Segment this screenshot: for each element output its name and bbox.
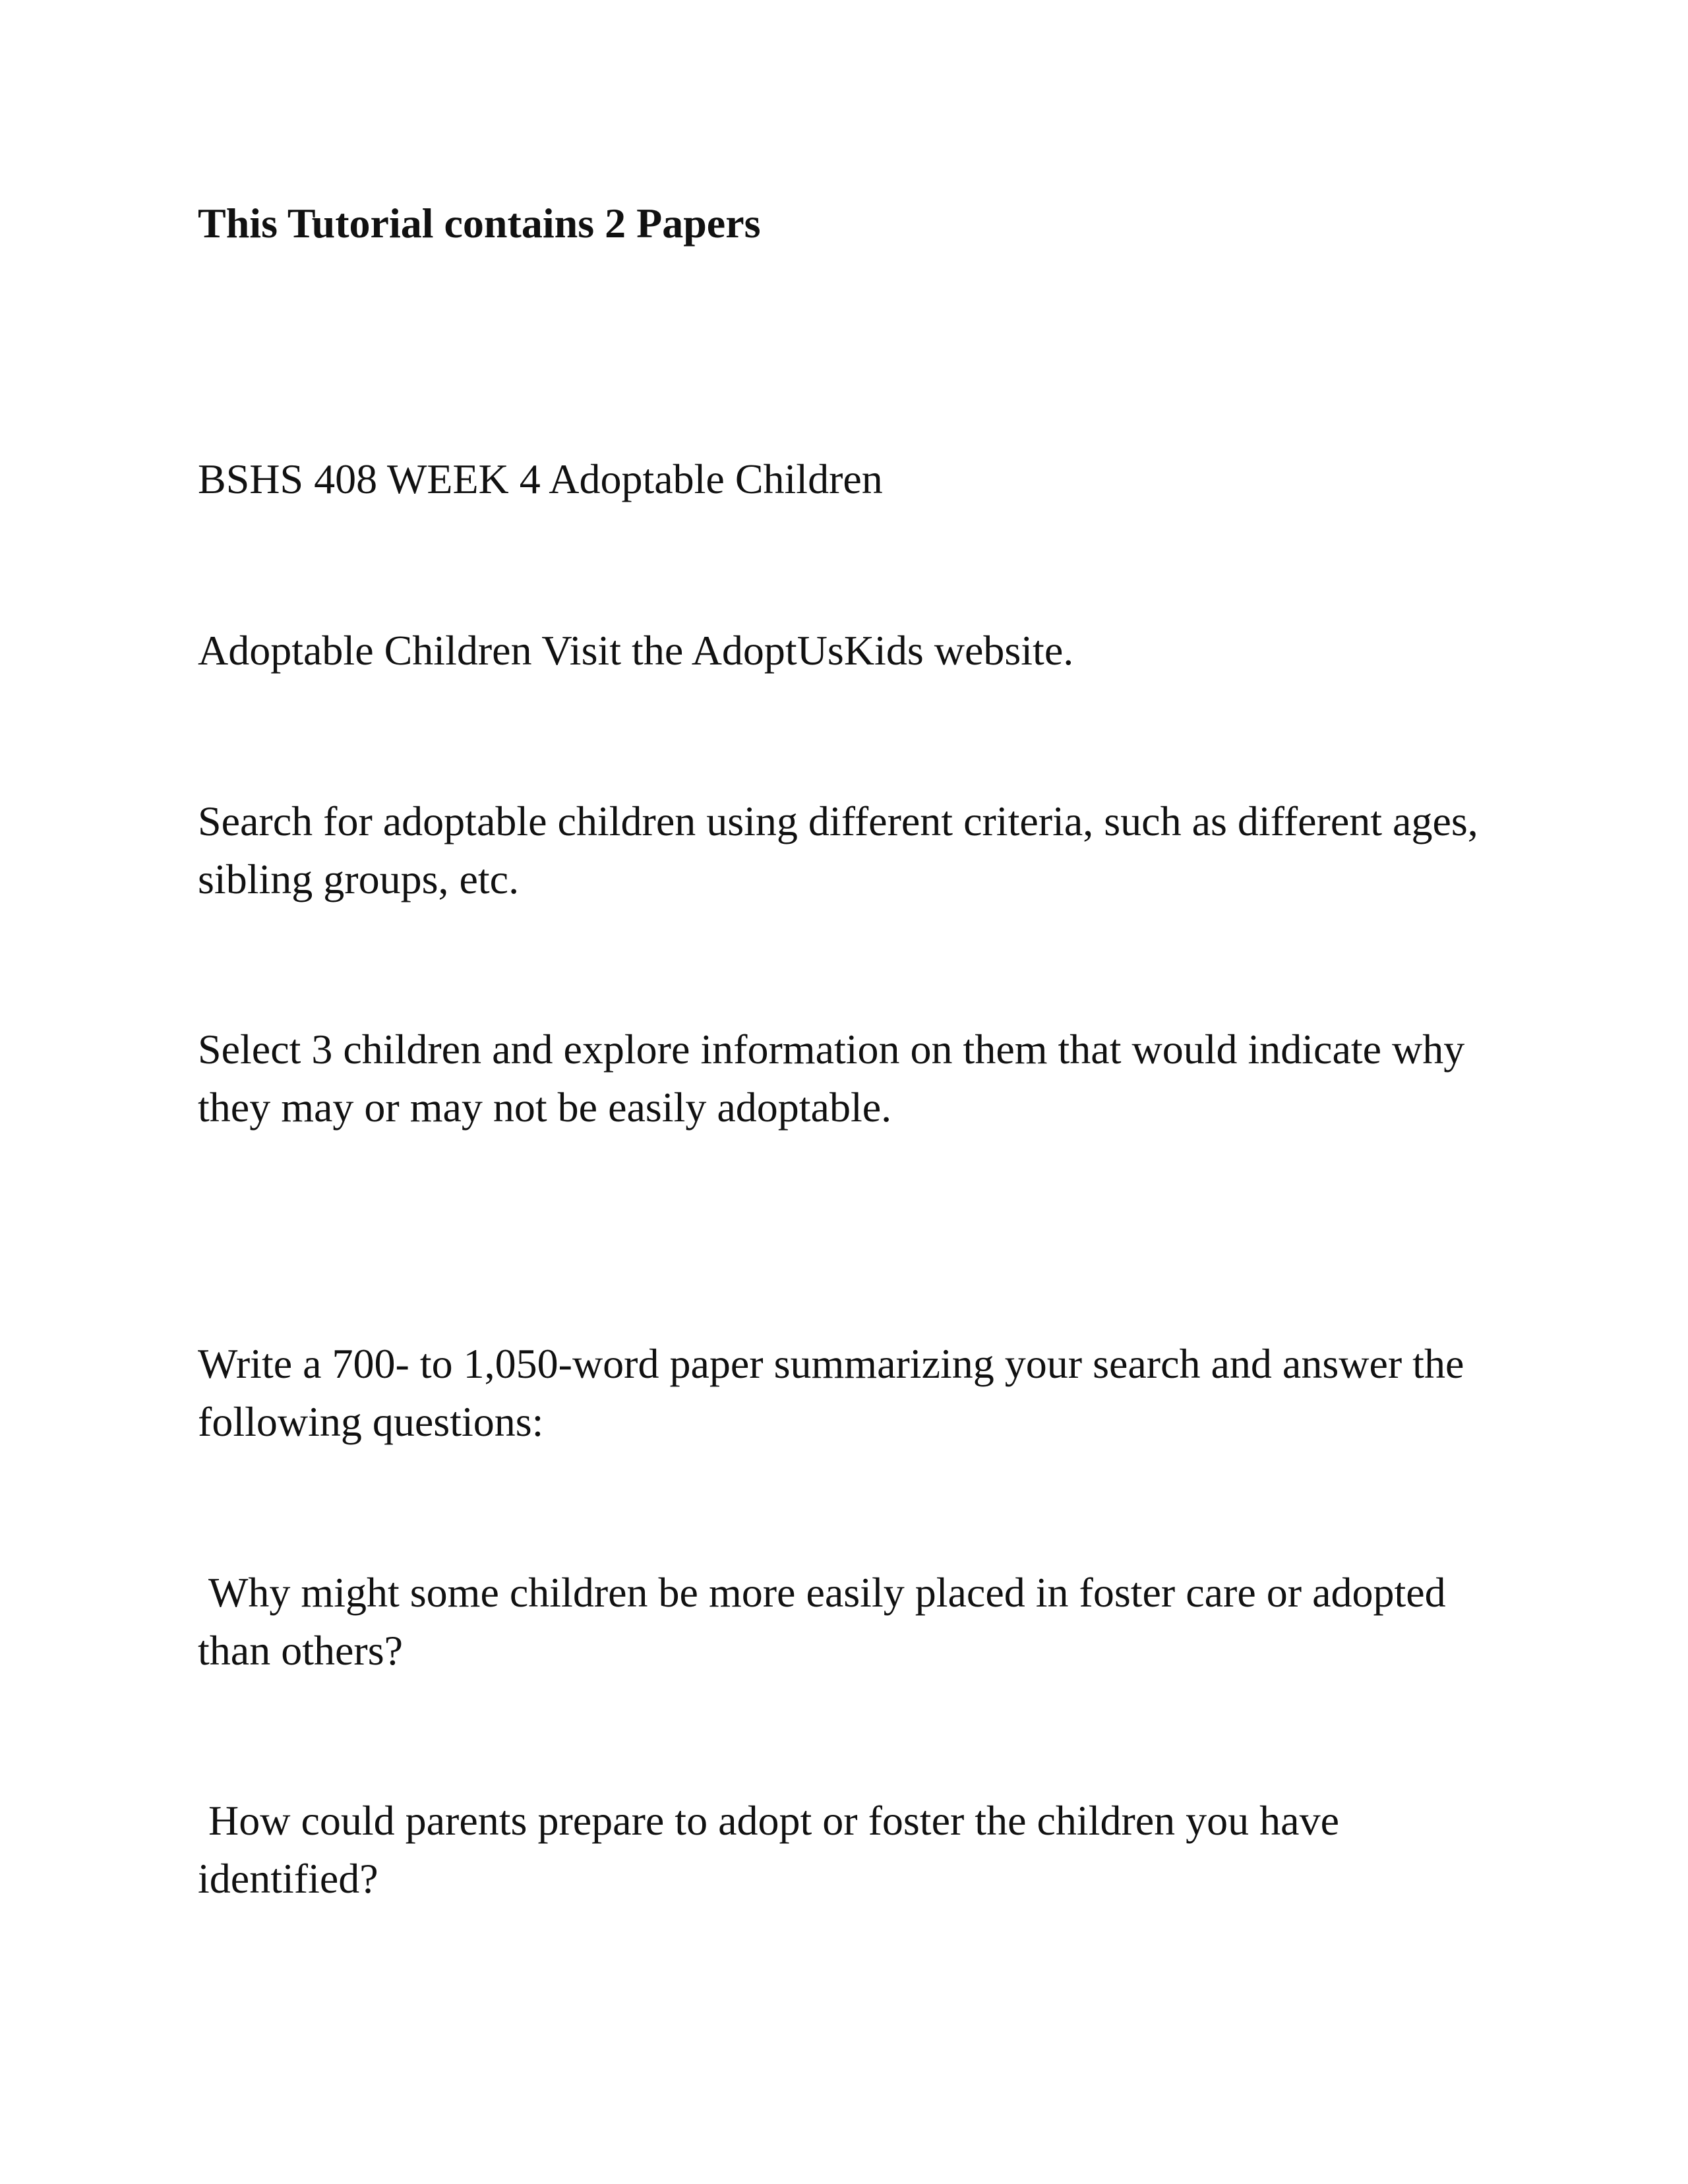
document-heading: This Tutorial contains 2 Papers [198, 200, 761, 247]
course-title: BSHS 408 WEEK 4 Adoptable Children [198, 456, 883, 502]
write-instruction: Write a 700- to 1,050-word paper summarizing your search and answer the following questions: [198, 1340, 1464, 1445]
search-instruction: Search for adoptable children using different criteria, such as different ages, sibling groups, etc. [198, 798, 1478, 902]
question-1: Why might some children be more easily placed in foster care or adopted than others? [198, 1569, 1457, 1674]
question-2: How could parents prepare to adopt or foster the children you have identified? [198, 1797, 1350, 1902]
select-instruction: Select 3 children and explore information on them that would indicate why they may or may not be easily adoptable. [198, 1026, 1465, 1131]
visit-instruction: Adoptable Children Visit the AdoptUsKids website. [198, 627, 1074, 674]
